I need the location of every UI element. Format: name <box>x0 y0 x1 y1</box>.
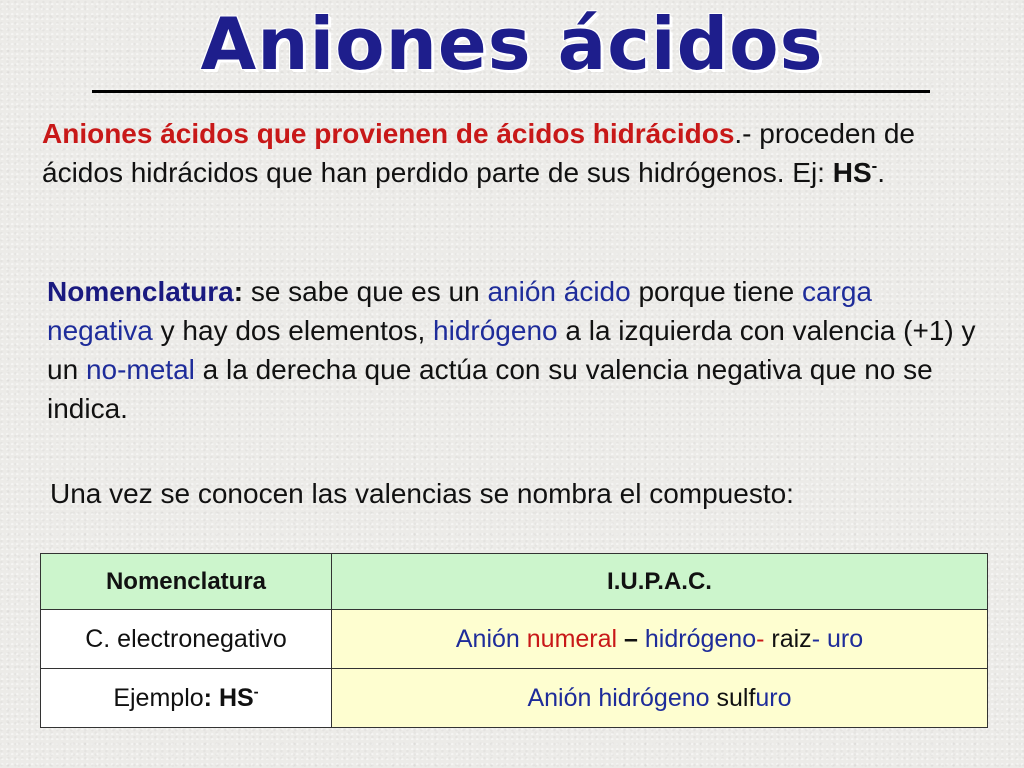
intro-paragraph <box>42 114 982 192</box>
rule-hyphen-2: - <box>811 624 827 653</box>
nomenclature-table <box>40 553 988 728</box>
row-label-ejemplo <box>41 669 332 728</box>
example-colon: : <box>203 683 212 712</box>
intro-example-charge: - <box>871 156 878 176</box>
rule-raiz: raiz <box>771 624 812 653</box>
table-header-row <box>41 554 988 610</box>
intro-heading-suffix: .- <box>734 118 752 149</box>
example-formula <box>219 684 259 712</box>
example-uro: uro <box>755 683 792 712</box>
highlight-carga-negativa: carga negativa <box>47 276 872 346</box>
nomenclature-text-5: a la derecha que actúa con su valencia negativa que no se indica. <box>47 354 933 424</box>
rule-anion: Anión <box>455 624 527 653</box>
rule-hyphen-1: - <box>756 624 772 653</box>
nomenclature-text-2: porque tiene <box>630 276 802 307</box>
intro-example-formula <box>833 157 878 188</box>
table-row <box>41 610 988 669</box>
highlight-no-metal: no-metal <box>85 354 195 385</box>
intro-example-symbol: HS <box>832 157 872 188</box>
rule-dash: – <box>617 624 645 653</box>
intro-end: . <box>877 157 886 188</box>
table-header-nomenclatura: Nomenclatura <box>41 554 332 610</box>
highlight-anion-acido: anión ácido <box>487 276 631 307</box>
intro-heading: Aniones ácidos que provienen de ácidos hidrácidos <box>42 118 735 149</box>
intro-text: proceden de ácidos hidrácidos que han perdido parte de sus hidrógenos. Ej: <box>42 118 915 188</box>
title-underline <box>92 90 930 93</box>
example-label: Ejemplo <box>113 683 204 712</box>
row-label-electronegativo: C. electronegativo <box>41 610 332 669</box>
example-anion-hidrogeno: Anión hidrógeno <box>527 683 717 712</box>
rule-hidrogeno: hidrógeno <box>644 624 757 653</box>
table-header-iupac: I.U.P.A.C. <box>332 554 988 610</box>
nomenclature-paragraph <box>47 272 982 428</box>
nomenclature-text-1: se sabe que es un <box>243 276 488 307</box>
rule-numeral: numeral <box>526 624 618 653</box>
example-formula-symbol: HS <box>218 683 254 712</box>
closing-sentence: Una vez se conocen las valencias se nombra el compuesto: <box>50 478 794 509</box>
page-title: Aniones ácidos <box>200 2 824 86</box>
rule-uro: uro <box>826 624 864 653</box>
row-value-rule <box>332 610 988 669</box>
nomenclature-text-4: a la izquierda con valencia (+1) y un <box>47 315 976 385</box>
nomenclature-text-3: y hay dos elementos, <box>152 315 434 346</box>
table-row <box>41 669 988 728</box>
nomenclature-label: Nomenclatura <box>47 276 234 307</box>
row-value-example <box>332 669 988 728</box>
example-sulf: sulf <box>716 683 756 712</box>
nomenclature-colon: : <box>233 276 244 307</box>
highlight-hidrogeno: hidrógeno <box>433 315 558 346</box>
example-formula-charge: - <box>253 683 259 701</box>
